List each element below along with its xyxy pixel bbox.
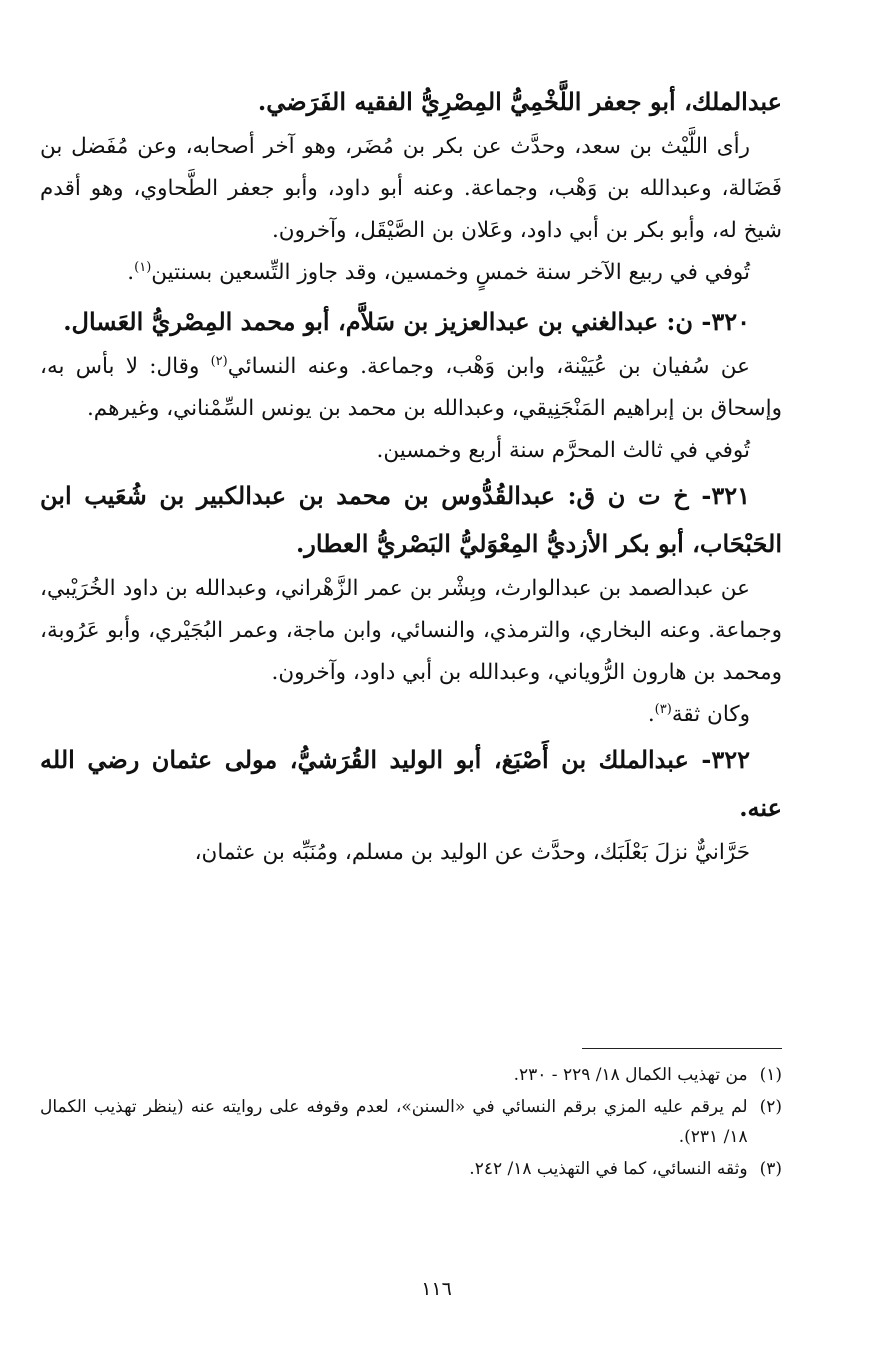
- entry-321-paragraph-1: عن عبدالصمد بن عبدالوارث، وبِشْر بن عمر الزَّهْراني، وعبدالله بن داود الخُرَيْبي، وجماعة. وعنه البخاري، والترمذي، والنسائي، وابن ماجة، وعمر البُجَيْري، وأبو عَرُوبة، ومحمد بن هارون الرُّوياني، وعبدالله بن أبي داود، وآخرون.: [40, 576, 782, 685]
- intro-paragraph-2-text: تُوفي في ربيع الآخر سنة خمسٍ وخمسين، وقد جاوز التِّسعين بسنتين: [151, 260, 750, 285]
- entry-321-paragraph-2: [40, 694, 782, 736]
- entry-320-title: ن: عبدالغني بن عبدالعزيز بن سَلاَّم، أبو محمد المِصْريُّ العَسال.: [63, 307, 693, 336]
- entry-321-paragraph-2-end: .: [647, 702, 655, 727]
- footnote-3: [40, 1154, 782, 1184]
- entry-321-number: ٣٢١-: [701, 481, 750, 510]
- entry-320-heading: [40, 298, 782, 346]
- footnote-3-mark: (٣): [759, 1159, 782, 1179]
- footnote-ref-3[interactable]: (٣): [654, 701, 672, 717]
- entry-320-number: ٣٢٠-: [701, 307, 750, 336]
- page-body: [40, 78, 782, 874]
- entry-320-paragraph-1: [40, 346, 782, 430]
- footnote-2-mark: (٢): [759, 1097, 782, 1117]
- intro-heading: عبدالملك، أبو جعفر اللَّخْمِيُّ المِصْرِيُّ الفقيه الفَرَضي.: [257, 87, 782, 116]
- intro-paragraph-2-end: .: [127, 260, 135, 285]
- entry-322-heading: [40, 736, 782, 832]
- intro-paragraph-1: رأى اللَّيْث بن سعد، وحدَّث عن بكر بن مُضَر، وهو آخر أصحابه، وعن مُفَضل بن فَضَالة، وعبدالله بن وَهْب، وجماعة. وعنه أبو داود، وأبو جعفر الطَّحاوي، وهو أقدم شيخ له، وأبو بكر بن أبي داود، وعَلان بن الصَّيْقَل، وآخرون.: [40, 134, 782, 243]
- entry-322-number: ٣٢٢-: [701, 745, 751, 774]
- intro-paragraph-2: [40, 252, 782, 294]
- footnote-2: [40, 1092, 782, 1152]
- footnote-3-text: وثقه النسائي، كما في التهذيب ١٨/ ٢٤٢.: [469, 1159, 748, 1179]
- entry-322-paragraph-1: حَرَّانيٌّ نزلَ بَعْلَبَك، وحدَّث عن الوليد بن مسلم، ومُنَبِّه بن عثمان،: [194, 840, 750, 865]
- footnote-ref-1[interactable]: (١): [134, 259, 152, 275]
- footnote-ref-2[interactable]: (٢): [210, 353, 228, 369]
- entry-321-title: خ ت ن ق: عبدالقُدُّوس بن محمد بن عبدالكبير بن شُعَيب ابن الحَبْحَاب، أبو بكر الأزديُّ المِعْوَليُّ البَصْريُّ العطار.: [40, 481, 782, 558]
- entry-321-heading: [40, 472, 782, 568]
- footnote-1: [40, 1060, 782, 1090]
- entry-321-paragraph-2-text: وكان ثقة: [671, 702, 750, 727]
- footnote-separator: [582, 1048, 782, 1049]
- entry-322-title: عبدالملك بن أَصْبَغ، أبو الوليد القُرَشيُّ، مولى عثمان رضي الله عنه.: [40, 745, 782, 822]
- footnote-2-text: لم يرقم عليه المزي برقم النسائي في «السنن»، لعدم وقوفه على روايته عنه (ينظر تهذيب الكمال ١٨/ ٢٣١).: [40, 1097, 748, 1147]
- footnote-1-text: من تهذيب الكمال ١٨/ ٢٢٩ - ٢٣٠.: [513, 1065, 748, 1085]
- entry-320-paragraph-1-end: وقال: لا بأس به، وإسحاق بن إبراهيم المَنْجَنِيقي، وعبدالله بن محمد بن يونس السِّمْناني، وغيرهم.: [40, 354, 782, 421]
- entry-320-paragraph-1-text: عن سُفيان بن عُيَيْنة، وابن وَهْب، وجماعة. وعنه النسائي: [227, 354, 750, 379]
- page-number: ١١٦: [421, 1278, 452, 1300]
- entry-320-paragraph-2: تُوفي في ثالث المحرَّم سنة أربع وخمسين.: [376, 438, 750, 463]
- footnotes: [40, 1060, 782, 1186]
- footnote-1-mark: (١): [759, 1065, 782, 1085]
